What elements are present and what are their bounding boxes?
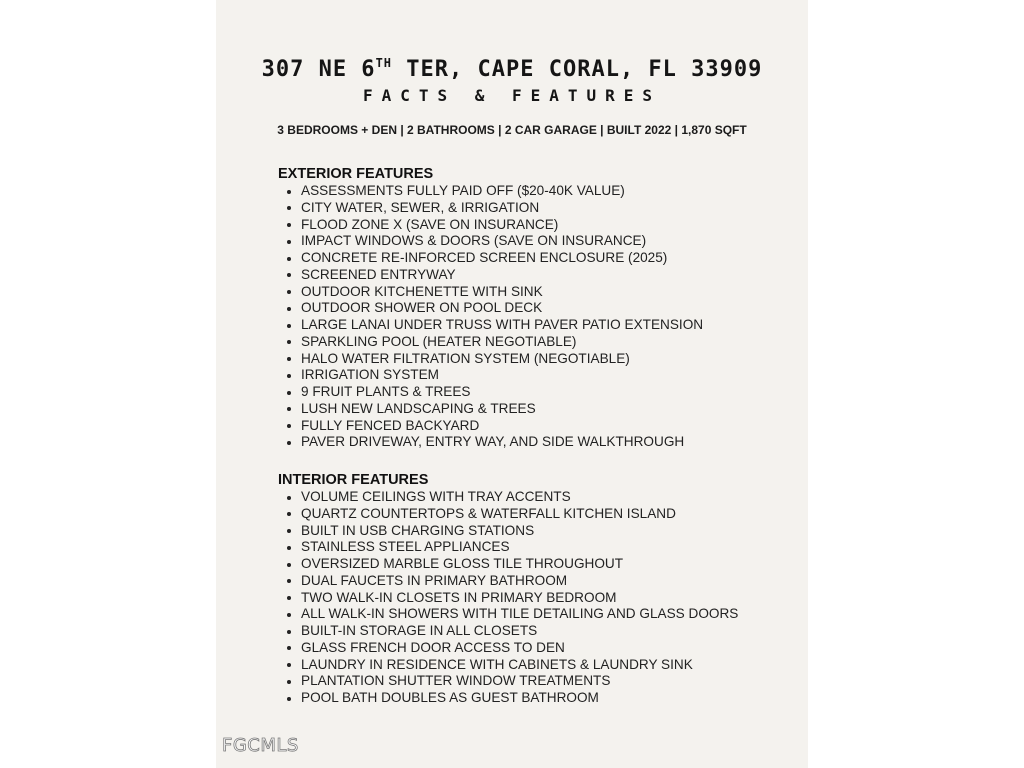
exterior-feature-item: FULLY FENCED BACKYARD [278, 418, 798, 435]
exterior-feature-item: SPARKLING POOL (HEATER NEGOTIABLE) [278, 334, 798, 351]
exterior-feature-item: 9 FRUIT PLANTS & TREES [278, 384, 798, 401]
exterior-feature-item: CONCRETE RE-INFORCED SCREEN ENCLOSURE (2025) [278, 250, 798, 267]
interior-feature-item: QUARTZ COUNTERTOPS & WATERFALL KITCHEN ISLAND [278, 506, 798, 523]
address-number-street: 307 NE 6 [261, 57, 376, 82]
interior-feature-item: VOLUME CEILINGS WITH TRAY ACCENTS [278, 489, 798, 506]
exterior-feature-item: OUTDOOR SHOWER ON POOL DECK [278, 300, 798, 317]
interior-feature-item: BUILT-IN STORAGE IN ALL CLOSETS [278, 623, 798, 640]
interior-feature-item: GLASS FRENCH DOOR ACCESS TO DEN [278, 640, 798, 657]
interior-feature-item: PLANTATION SHUTTER WINDOW TREATMENTS [278, 673, 798, 690]
exterior-feature-item: LARGE LANAI UNDER TRUSS WITH PAVER PATIO EXTENSION [278, 317, 798, 334]
exterior-feature-item: IMPACT WINDOWS & DOORS (SAVE ON INSURANCE) [278, 233, 798, 250]
exterior-features-list [278, 183, 798, 451]
interior-feature-item: TWO WALK-IN CLOSETS IN PRIMARY BEDROOM [278, 590, 798, 607]
interior-feature-item: OVERSIZED MARBLE GLOSS TILE THROUGHOUT [278, 556, 798, 573]
property-summary-line: 3 BEDROOMS + DEN | 2 BATHROOMS | 2 CAR GARAGE | BUILT 2022 | 1,870 SQFT [277, 123, 747, 137]
interior-feature-item: LAUNDRY IN RESIDENCE WITH CABINETS & LAUNDRY SINK [278, 657, 798, 674]
exterior-feature-item: ASSESSMENTS FULLY PAID OFF ($20-40K VALUE) [278, 183, 798, 200]
exterior-features-section [278, 165, 798, 451]
exterior-features-heading: EXTERIOR FEATURES [278, 166, 434, 182]
interior-features-heading: INTERIOR FEATURES [278, 472, 429, 488]
exterior-feature-item: PAVER DRIVEWAY, ENTRY WAY, AND SIDE WALKTHROUGH [278, 434, 798, 451]
interior-feature-item: STAINLESS STEEL APPLIANCES [278, 539, 798, 556]
exterior-feature-item: SCREENED ENTRYWAY [278, 267, 798, 284]
exterior-feature-item: OUTDOOR KITCHENETTE WITH SINK [278, 284, 798, 301]
interior-features-section [278, 471, 798, 707]
exterior-feature-item: IRRIGATION SYSTEM [278, 367, 798, 384]
exterior-feature-item: LUSH NEW LANDSCAPING & TREES [278, 401, 798, 418]
address-ordinal-suffix: TH [375, 56, 393, 70]
interior-feature-item: ALL WALK-IN SHOWERS WITH TILE DETAILING AND GLASS DOORS [278, 606, 798, 623]
exterior-feature-item: HALO WATER FILTRATION SYSTEM (NEGOTIABLE) [278, 351, 798, 368]
interior-feature-item: BUILT IN USB CHARGING STATIONS [278, 523, 798, 540]
exterior-feature-item: CITY WATER, SEWER, & IRRIGATION [278, 200, 798, 217]
interior-features-list [278, 489, 798, 707]
facts-features-subtitle: FACTS & FEATURES [362, 86, 662, 105]
property-address-title [216, 56, 808, 82]
address-rest: TER, CAPE CORAL, FL 33909 [392, 57, 763, 82]
interior-feature-item: POOL BATH DOUBLES AS GUEST BATHROOM [278, 690, 798, 707]
interior-feature-item: DUAL FAUCETS IN PRIMARY BATHROOM [278, 573, 798, 590]
feature-sheet [216, 0, 808, 768]
mls-watermark: FGCMLS [222, 735, 299, 756]
exterior-feature-item: FLOOD ZONE X (SAVE ON INSURANCE) [278, 217, 798, 234]
